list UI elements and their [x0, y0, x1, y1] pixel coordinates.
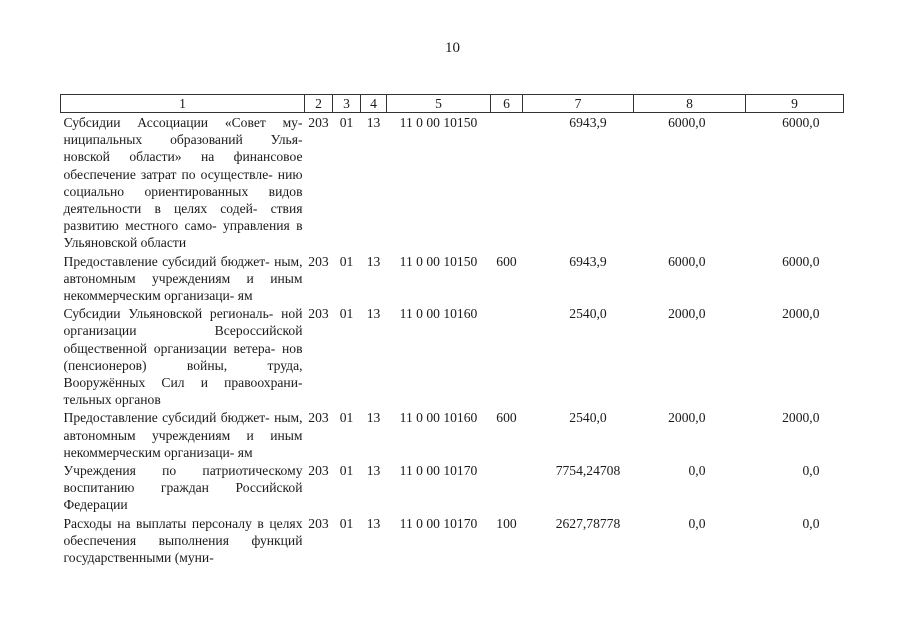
ministry-code: 203: [308, 253, 329, 269]
table-row: [61, 113, 844, 252]
ministry-code: 203: [308, 463, 329, 479]
column-header: 1: [61, 95, 305, 113]
table-row: [61, 514, 844, 567]
column-header: 5: [387, 95, 491, 113]
amount-col9: 6000,0: [782, 253, 820, 269]
column-header: 2: [305, 95, 333, 113]
target-article-code: 11 0 00 10160: [399, 410, 478, 426]
row-description: Предоставление субсидий бюджет- ным, автономным учреждениям и иным некоммерческим организаци- ям: [63, 253, 303, 304]
amount-col7: 2540,0: [569, 410, 607, 426]
section-code: 01: [339, 115, 354, 130]
subsection-code: 13: [366, 306, 381, 322]
amount-col8: 0,0: [688, 515, 706, 531]
amount-col8: 6000,0: [668, 253, 706, 269]
expense-type-code: [491, 113, 523, 252]
subsection-code: 13: [366, 253, 381, 269]
amount-col7: 6943,9: [569, 253, 607, 269]
column-header: 3: [333, 95, 361, 113]
column-header: 6: [491, 95, 523, 113]
column-header: 7: [523, 95, 634, 113]
target-article-code: 11 0 00 10170: [399, 463, 478, 479]
target-article-code: 11 0 00 10150: [399, 115, 478, 130]
expense-type-code: 100: [496, 515, 517, 531]
column-header-row: [61, 95, 844, 113]
page-number: 10: [445, 40, 460, 56]
amount-col7: 7754,24708: [555, 463, 621, 479]
column-header: 8: [634, 95, 746, 113]
table-row: [61, 252, 844, 305]
table-row: [61, 408, 844, 461]
section-code: 01: [339, 515, 354, 531]
amount-col9: 0,0: [802, 463, 820, 479]
amount-col7: 2627,78778: [555, 515, 621, 531]
amount-col7: 6943,9: [569, 115, 607, 130]
ministry-code: 203: [308, 515, 329, 531]
row-description: Субсидии Ассоциации «Совет му- ниципальных образований Улья- новской области» на финансовое обеспечение затрат по осуществле- нию социально ориентированных видов деятельности в целях содей- ствия развитию местного само- управления в Ульяновской области: [63, 115, 303, 251]
amount-col9: 0,0: [802, 515, 820, 531]
table-row: [61, 304, 844, 408]
expense-type-code: [491, 461, 523, 514]
row-description: Субсидии Ульяновской региональ- ной организации Всероссийской общественной организации ветера- нов (пенсионеров) войны, труда, Вооружённых Сил и правоохрани- тельных органов: [63, 306, 303, 408]
subsection-code: 13: [366, 410, 381, 426]
amount-col7: 2540,0: [569, 306, 607, 322]
section-code: 01: [339, 410, 354, 426]
section-code: 01: [339, 253, 354, 269]
ministry-code: 203: [308, 115, 329, 130]
row-description: Учреждения по патриотическому воспитанию граждан Российской Федерации: [63, 463, 303, 513]
amount-col8: 6000,0: [668, 115, 706, 130]
section-code: 01: [339, 463, 354, 479]
budget-table: [60, 94, 844, 566]
expense-type-code: [491, 304, 523, 408]
row-description: Предоставление субсидий бюджет- ным, автономным учреждениям и иным некоммерческим организаци- ям: [63, 410, 303, 460]
subsection-code: 13: [366, 463, 381, 479]
target-article-code: 11 0 00 10160: [399, 306, 478, 322]
target-article-code: 11 0 00 10170: [399, 515, 478, 531]
table-row: [61, 461, 844, 514]
subsection-code: 13: [366, 115, 381, 130]
amount-col8: 2000,0: [668, 306, 706, 322]
ministry-code: 203: [308, 306, 329, 322]
row-description: Расходы на выплаты персоналу в целях обеспечения выполнения функций государственными (муни-: [63, 515, 303, 566]
column-header: 9: [746, 95, 844, 113]
amount-col8: 2000,0: [668, 410, 706, 426]
amount-col8: 0,0: [688, 463, 706, 479]
column-header: 4: [361, 95, 387, 113]
amount-col9: 2000,0: [782, 410, 820, 426]
subsection-code: 13: [366, 515, 381, 531]
target-article-code: 11 0 00 10150: [399, 253, 478, 269]
section-code: 01: [339, 306, 354, 322]
expense-type-code: 600: [496, 253, 517, 269]
amount-col9: 6000,0: [782, 115, 820, 130]
ministry-code: 203: [308, 410, 329, 426]
expense-type-code: 600: [496, 410, 517, 426]
amount-col9: 2000,0: [782, 306, 820, 322]
